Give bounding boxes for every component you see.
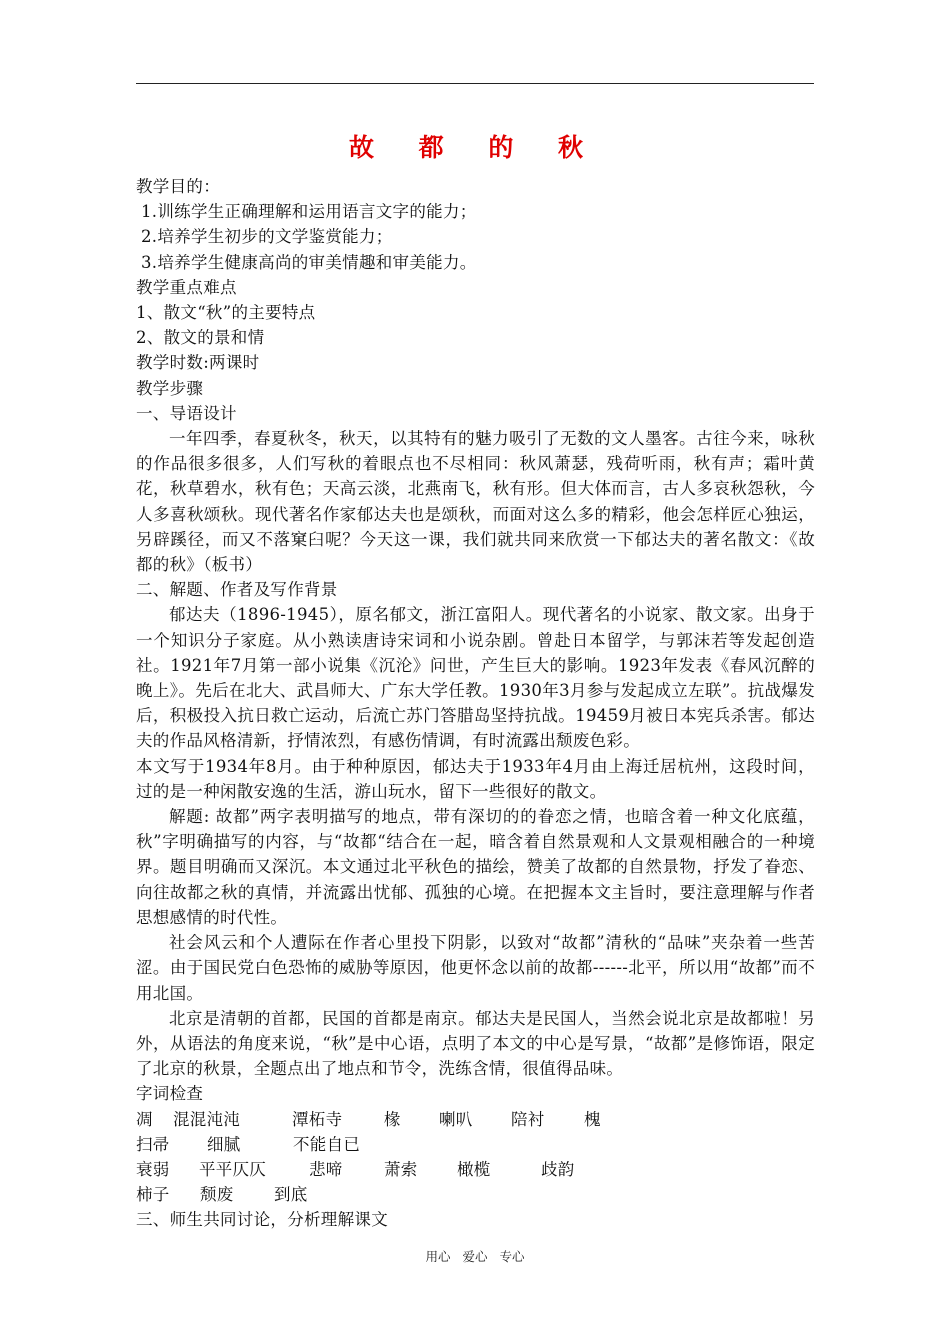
objective-item: 2.培养学生初步的文学鉴赏能力； [141, 227, 393, 247]
section3-heading: 三、师生共同讨论，分析理解课文 [136, 1210, 388, 1230]
vocab-row [136, 1157, 815, 1182]
vocab-word: 衰弱 [136, 1159, 170, 1179]
vocab-word: 颓废 [200, 1185, 234, 1205]
vocab-row [136, 1182, 815, 1207]
beijing-paragraph: 北京是清朝的首都，民国的首都是南京。郁达夫是民国人，当然会说北京是故都啦！另外，从语法的角度来说，“秋”是中心语，点明了本文的中心是写景，“故都”是修饰语，限定了北京的秋景，全题点出了地点和节令，洗练含情，很值得品味。 [136, 1008, 815, 1079]
key-points-heading: 教学重点难点 [136, 277, 237, 297]
teaching-hours: 教学时数:两课时 [136, 353, 260, 373]
page-footer: 用心 爱心 专心 [425, 1249, 525, 1264]
vocab-word: 扫帚 [136, 1134, 170, 1154]
vocab-word: 陪衬 [511, 1109, 545, 1129]
vocab-word: 槐 [584, 1109, 601, 1129]
objectives-heading: 教学目的： [136, 177, 220, 196]
document-body [136, 174, 815, 1233]
section2-heading: 二、解题、作者及写作背景 [136, 580, 338, 600]
key-point-item: 2、散文的景和情 [136, 328, 265, 348]
vocab-word: 平平仄仄 [199, 1159, 267, 1179]
intro-paragraph: 一年四季，春夏秋冬，秋天，以其特有的魅力吸引了无数的文人墨客。古往今来，咏秋的作品很多很多，人们写秋的着眼点也不尽相同：秋风萧瑟，残荷听雨，秋有声；霜叶黄花，秋草碧水，秋有色；天高云淡，北燕南飞，秋有形。但大体而言，古人多哀秋怨秋，今人多喜秋颂秋。现代著名作家郁达夫也是颂秋，而面对这么多的精彩，他会怎样匠心独运，另辟蹊径，而又不落窠臼呢？今天这一课，我们就共同来欣赏一下郁达夫的著名散文：《故都的秋》（板书） [136, 429, 815, 575]
vocab-word: 到底 [274, 1185, 308, 1205]
vocab-word: 喇叭 [439, 1109, 473, 1129]
vocab-word: 橄榄 [457, 1159, 491, 1179]
vocab-word: 细腻 [207, 1134, 241, 1154]
vocab-word: 萧索 [384, 1159, 418, 1179]
vocab-word: 凋 [136, 1109, 153, 1129]
vocab-word: 潭柘寺 [292, 1109, 343, 1129]
key-point-item: 1、散文“秋”的主要特点 [136, 303, 316, 323]
steps-heading: 教学步骤 [136, 378, 204, 398]
objective-item: 1.训练学生正确理解和运用语言文字的能力； [141, 202, 477, 222]
vocab-row [136, 1132, 815, 1157]
author-paragraph: 郁达夫（1896-1945），原名郁文，浙江富阳人。现代著名的小说家、散文家。出身于一个知识分子家庭。从小熟读唐诗宋词和小说杂剧。曾赴日本留学，与郭沫若等发起创造社。1921年7月第一部小说集《沉沦》问世，产生巨大的影响。1923年发表《春风沉醉的晚上》。先后在北大、武昌师大、广东大学任教。1930年3月参与发起成立左联”。抗战爆发后，积极投入抗日救亡运动，后流亡苏门答腊岛坚持抗战。19459月被日本宪兵杀害。郁达夫的作品风格清新，抒情浓烈，有感伤情调，有时流露出颓废色彩。 [136, 605, 815, 751]
header-rule [136, 83, 814, 84]
vocab-word: 柿子 [136, 1185, 170, 1205]
vocab-word: 椽 [384, 1109, 401, 1129]
society-paragraph: 社会风云和个人遭际在作者心里投下阴影，以致对“故都”清秋的“品味”夹杂着一些苦涩。由于国民党白色恐怖的威胁等原因，他更怀念以前的故都------北平，所以用“故都”而不用北国。 [136, 933, 815, 1003]
vocab-word: 混混沌沌 [173, 1109, 241, 1129]
section1-heading: 一、导语设计 [136, 403, 237, 423]
page-title: 故 都 的 秋 [348, 133, 602, 162]
vocab-heading: 字词检查 [136, 1084, 204, 1104]
background-paragraph: 本文写于1934年8月。由于种种原因，郁达夫于1933年4月由上海迁居杭州，这段时间，过的是一种闲散安逸的生活，游山玩水，留下一些很好的散文。 [136, 756, 815, 801]
objective-item: 3.培养学生健康高尚的审美情趣和审美能力。 [141, 252, 477, 272]
vocab-word: 歧韵 [541, 1159, 575, 1179]
vocab-row [136, 1107, 815, 1132]
title-explanation-paragraph: 解题: 故都”两字表明描写的地点，带有深切的的眷恋之情，也暗含着一种文化底蕴，秋”字明确描写的内容，与“故都“结合在一起，暗含着自然景观和人文景观相融合的一种境界。题目明确而又深沉。本文通过北平秋色的描绘，赞美了故都的自然景物，抒发了眷恋、向往故都之秋的真情，并流露出忧郁、孤独的心境。在把握本文主旨时，要注意理解与作者思想感情的时代性。 [136, 807, 815, 927]
vocab-word: 不能自已 [293, 1134, 361, 1154]
vocab-word: 悲啼 [309, 1159, 343, 1179]
